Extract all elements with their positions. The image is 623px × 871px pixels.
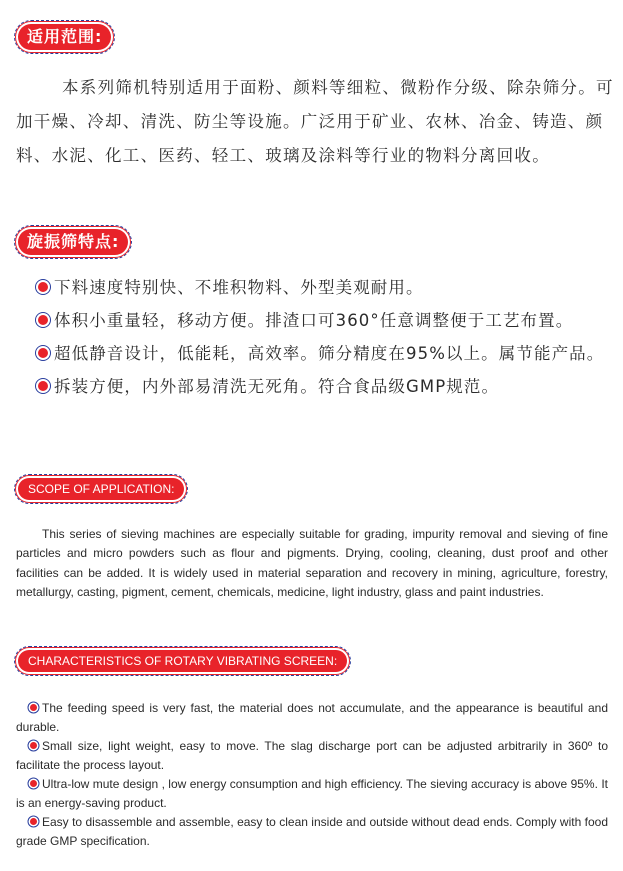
bullet-icon xyxy=(38,381,48,391)
bullet-icon xyxy=(30,704,37,711)
bullet-icon xyxy=(38,348,48,358)
list-item: The feeding speed is very fast, the material does not accumulate, and the appearance is beautiful and durable. xyxy=(16,701,608,734)
bullet-icon xyxy=(38,315,48,325)
list-item: Easy to disassemble and assemble, easy to clean inside and outside without dead ends. Comply with food grade GMP specification. xyxy=(16,815,608,848)
bullet-icon xyxy=(30,742,37,749)
cn-scope-heading: 适用范围: xyxy=(18,24,111,50)
en-scope-paragraph xyxy=(16,525,608,602)
cn-features-list xyxy=(16,271,620,403)
cn-scope-paragraph xyxy=(16,71,616,173)
list-item: 体积小重量轻，移动方便。排渣口可360°任意调整便于工艺布置。 xyxy=(16,304,620,337)
cn-scope-text: 本系列筛机特别适用于面粉、颜料等细粒、微粉作分级、除杂筛分。可加干燥、冷却、清洗、防尘等设施。广泛用于矿业、农林、冶金、铸造、颜料、水泥、化工、医药、轻工、玻璃及涂料等行业的物料分离回收。 xyxy=(16,78,614,165)
bullet-icon xyxy=(30,780,37,787)
cn-features-heading: 旋振筛特点: xyxy=(18,229,128,255)
list-item: 下料速度特别快、不堆积物料、外型美观耐用。 xyxy=(16,271,620,304)
en-scope-text: This series of sieving machines are especially suitable for grading, impurity removal and sieving of fine particles and micro powders such as flour and pigments. Drying, cooling, cleaning, dust proof and other facilities can be added. It is widely used in material separation and recovery in mining, agriculture, forestry, metallurgy, casting, pigment, cement, chemicals, medicine, light industry, glass and paint industries. xyxy=(16,527,608,599)
list-item: Ultra-low mute design , low energy consumption and high efficiency. The sieving accuracy is above 95%. It is an energy-saving product. xyxy=(16,777,608,810)
en-features-heading: CHARACTERISTICS OF ROTARY VIBRATING SCREEN: xyxy=(18,650,347,672)
list-item: Small size, light weight, easy to move. The slag discharge port can be adjusted arbitrarily in 360º to facilitate the process layout. xyxy=(16,739,608,772)
bullet-icon xyxy=(38,282,48,292)
en-features-list xyxy=(16,699,608,851)
bullet-icon xyxy=(30,818,37,825)
list-item: 超低静音设计，低能耗，高效率。筛分精度在95%以上。属节能产品。 xyxy=(16,337,620,370)
list-item: 拆装方便，内外部易清洗无死角。符合食品级GMP规范。 xyxy=(16,370,620,403)
en-scope-heading: SCOPE OF APPLICATION: xyxy=(18,478,184,500)
